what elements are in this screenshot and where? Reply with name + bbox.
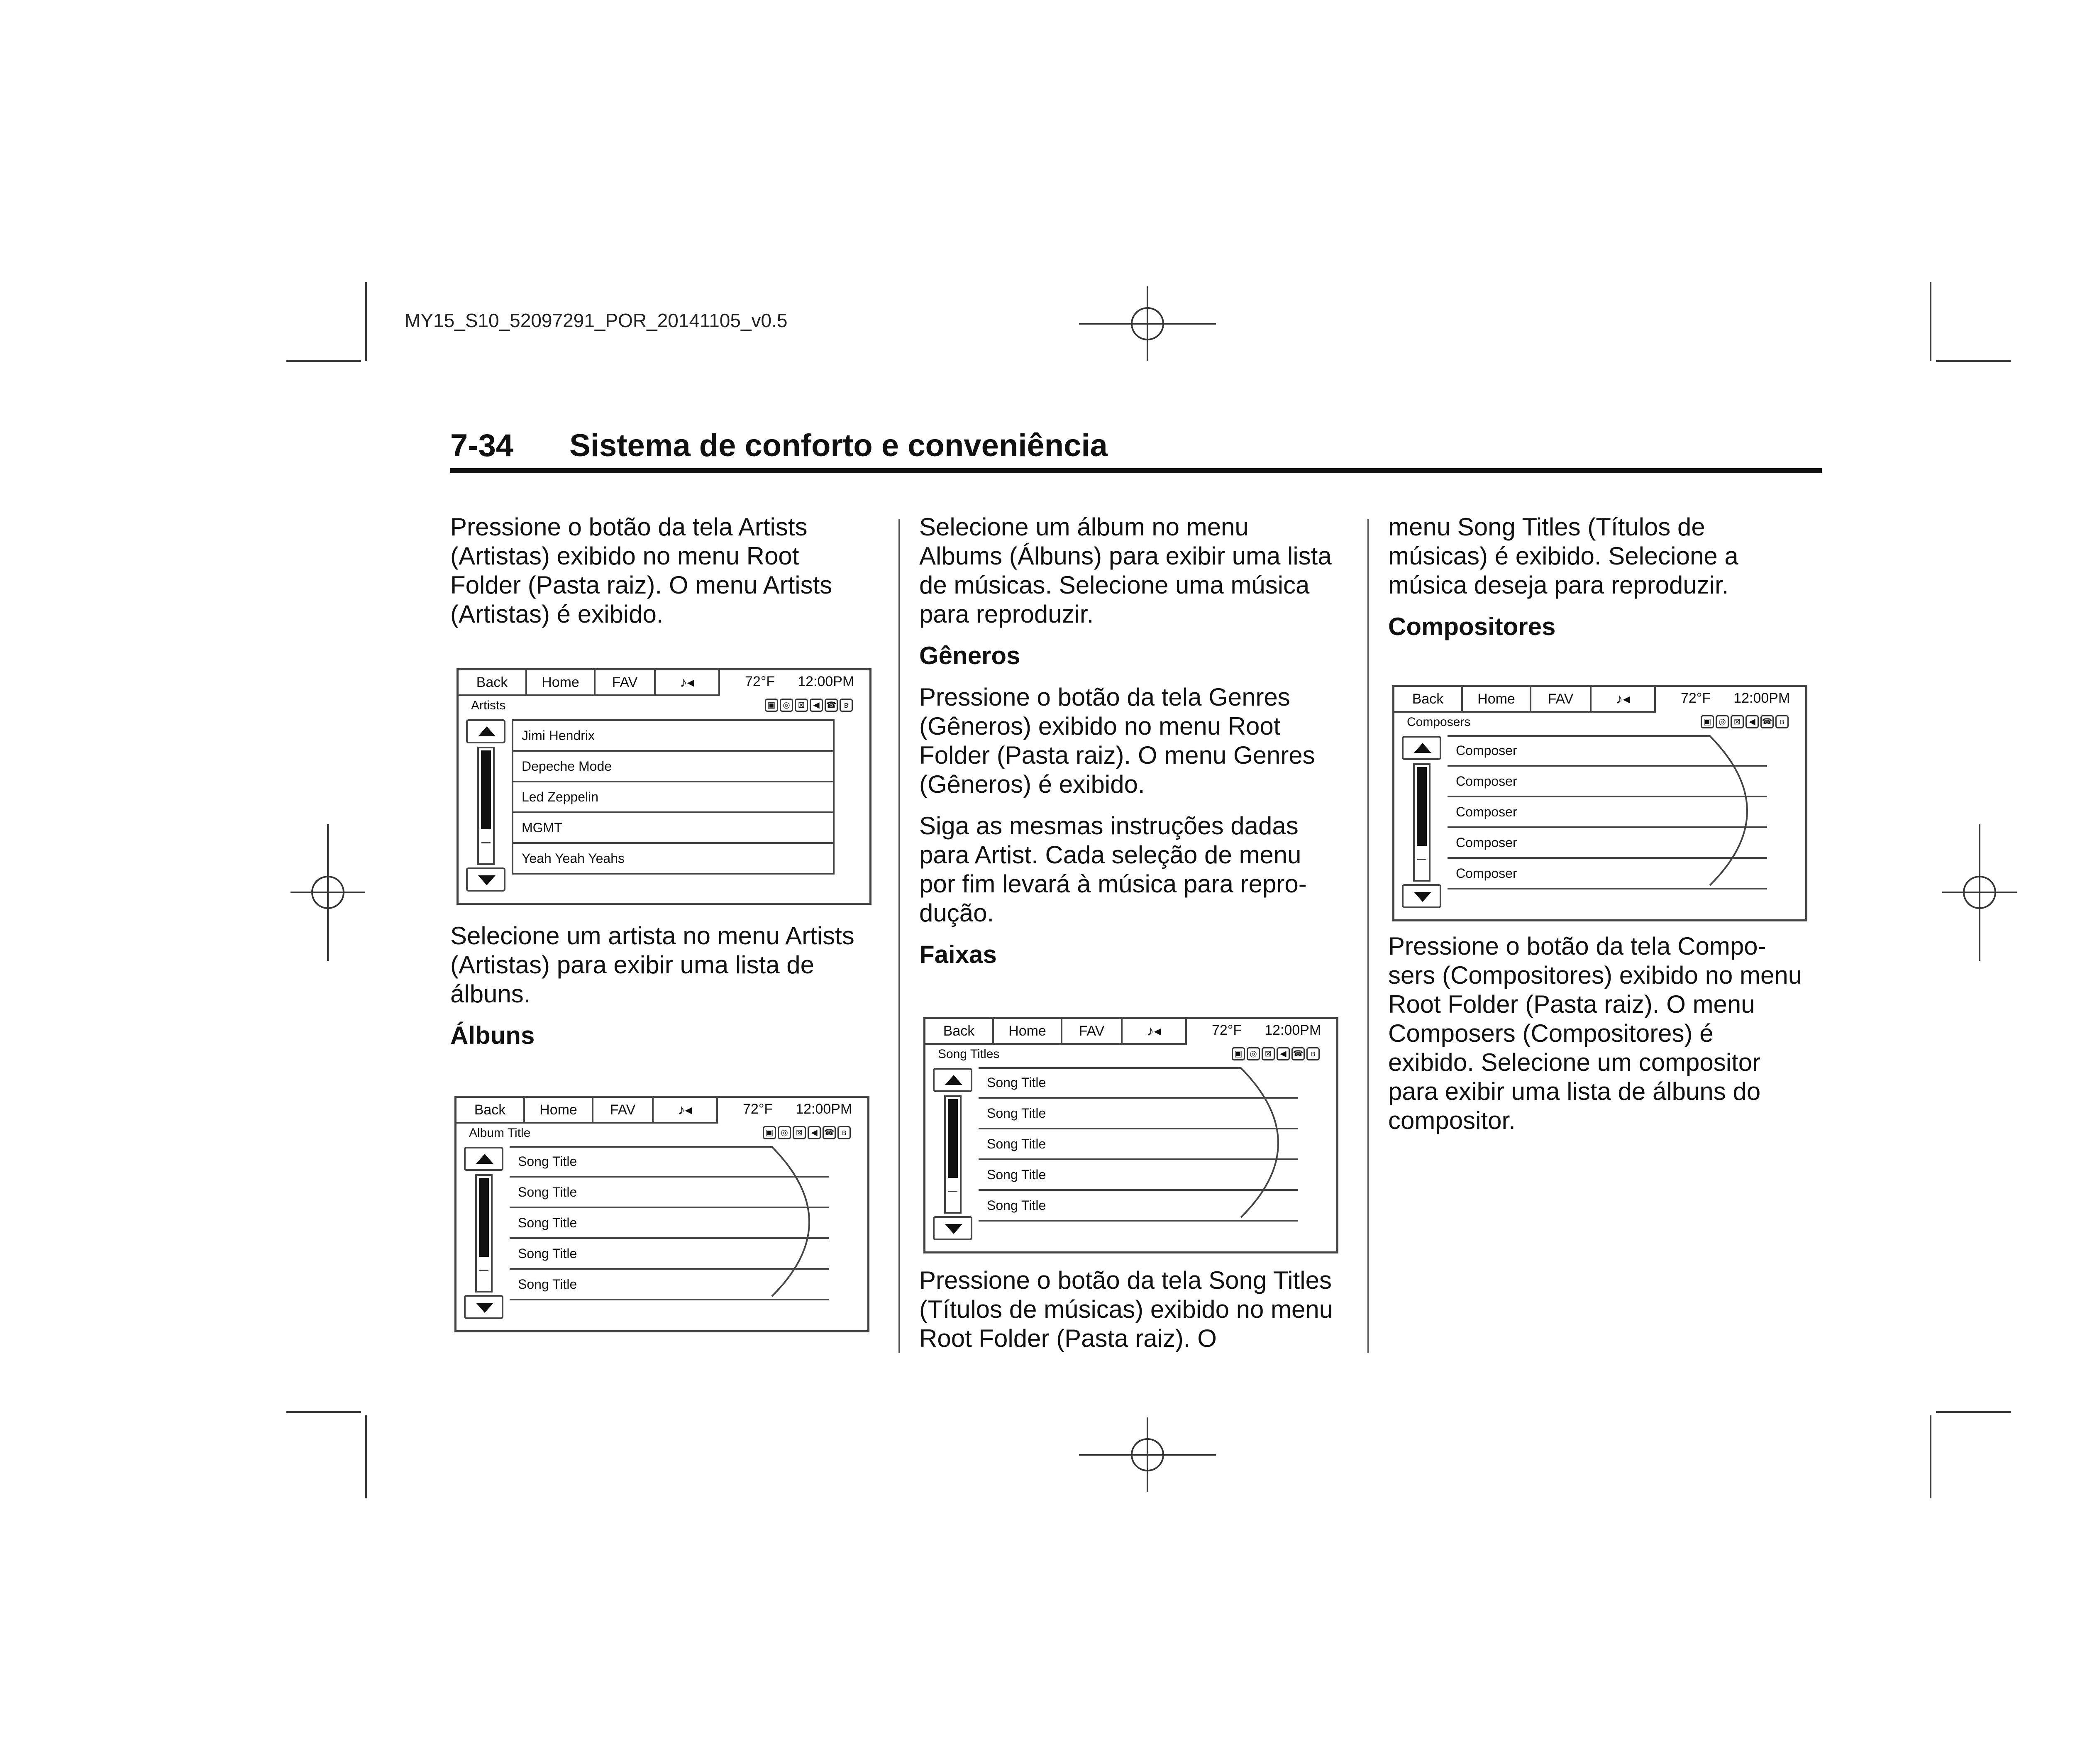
phone-icon: ☎	[1291, 1047, 1305, 1060]
section-title: Sistema de conforto e conveniência	[569, 428, 1108, 463]
section-heading-tracks: Faixas	[919, 941, 997, 968]
speaker-icon: ◀	[1745, 715, 1759, 728]
crop-mark	[286, 360, 361, 362]
up-arrow-icon	[478, 726, 496, 736]
scroll-thumb[interactable]	[481, 750, 491, 829]
page-header	[450, 428, 1108, 464]
list-item[interactable]: Composer	[1448, 736, 1767, 767]
list-item[interactable]: Song Title	[979, 1160, 1298, 1191]
bluetooth-icon: ʙ	[1775, 715, 1789, 728]
screen-title: Artists	[471, 699, 506, 712]
temperature: 72°F	[1212, 1022, 1242, 1038]
column-2-text-top	[919, 513, 1334, 969]
fav-button[interactable]: FAV	[1062, 1019, 1123, 1045]
voice-icon[interactable]: ♪◂	[1592, 687, 1656, 713]
list-item[interactable]: Song Title	[510, 1147, 829, 1178]
section-heading-genres: Gêneros	[919, 642, 1020, 669]
paragraph: Pressione o botão da tela Compo-sers (Compositores) exibido no menu Root Folder (Pasta raiz). O menu Composers (Compositores) é exibido. Selecione um compositor para exibir uma lista de álbuns do compositor.	[1388, 932, 1802, 1134]
media-icon: ▣	[765, 699, 778, 712]
composers-screen	[1392, 685, 1807, 921]
list-item[interactable]: Composer	[1448, 767, 1767, 797]
back-button[interactable]: Back	[459, 670, 527, 696]
column-1-text-mid	[450, 921, 865, 1050]
list-item[interactable]: Song Title	[510, 1270, 829, 1300]
temperature: 72°F	[1681, 690, 1711, 706]
status-bar	[745, 674, 854, 690]
list-item[interactable]: Song Title	[510, 1208, 829, 1239]
job-id: MY15_S10_52097291_POR_20141105_v0.5	[405, 310, 788, 331]
scroll-up-button[interactable]	[466, 719, 505, 743]
fav-button[interactable]: FAV	[1531, 687, 1592, 713]
artists-screen	[456, 668, 872, 905]
crop-mark	[1936, 360, 2011, 362]
albums-screen	[454, 1096, 869, 1332]
home-button[interactable]: Home	[527, 670, 596, 696]
paragraph: Pressione o botão da tela Genres (Gêneros) exibido no menu Root Folder (Pasta raiz). O menu Genres (Gêneros) é exibido.	[919, 683, 1315, 798]
paragraph: Pressione o botão da tela Song Titles (Títulos de músicas) exibido no menu Root Folder (Pasta raiz). O	[919, 1266, 1333, 1352]
column-1-text-top	[450, 513, 865, 629]
media-icon: ▣	[1701, 715, 1714, 728]
headphones-icon: ◎	[1247, 1047, 1260, 1060]
temperature: 72°F	[745, 674, 775, 689]
paragraph: Pressione o botão da tela Artists (Artistas) exibido no menu Root Folder (Pasta raiz). O menu Artists (Artistas) é exibido.	[450, 513, 832, 628]
shuffle-icon: ⊠	[1262, 1047, 1275, 1060]
screen-tabs	[459, 670, 720, 696]
clock: 12:00PM	[1733, 690, 1790, 706]
screen-title: Album Title	[469, 1126, 531, 1140]
speaker-icon: ◀	[1277, 1047, 1290, 1060]
clock: 12:00PM	[1265, 1022, 1321, 1038]
back-button[interactable]: Back	[1394, 687, 1463, 713]
clock: 12:00PM	[796, 1101, 852, 1117]
down-arrow-icon	[478, 875, 496, 885]
list-item[interactable]: Depeche Mode	[513, 752, 833, 782]
column-3-text-bottom	[1388, 932, 1803, 1135]
list-item[interactable]: Song Title	[510, 1178, 829, 1208]
phone-icon: ☎	[823, 1126, 836, 1139]
crop-mark	[365, 1415, 367, 1498]
fav-button[interactable]: FAV	[593, 1098, 654, 1124]
song-titles-screen	[923, 1017, 1338, 1253]
voice-icon[interactable]: ♪◂	[656, 670, 720, 696]
column-divider	[1367, 519, 1369, 1353]
list-item[interactable]: Composer	[1448, 797, 1767, 828]
media-icon: ▣	[763, 1126, 776, 1139]
column-divider	[898, 519, 900, 1353]
crop-mark	[286, 1411, 361, 1413]
list-item[interactable]: Song Title	[979, 1099, 1298, 1129]
back-button[interactable]: Back	[925, 1019, 994, 1045]
bluetooth-icon: ʙ	[837, 1126, 851, 1139]
registration-mark-bottom	[1079, 1417, 1216, 1492]
list-item[interactable]: Led Zeppelin	[513, 782, 833, 813]
section-heading-composers: Compositores	[1388, 613, 1556, 640]
shuffle-icon: ⊠	[793, 1126, 806, 1139]
headphones-icon: ◎	[778, 1126, 791, 1139]
screen-title: Composers	[1407, 715, 1471, 729]
voice-icon[interactable]: ♪◂	[1123, 1019, 1187, 1045]
media-icon: ▣	[1232, 1047, 1245, 1060]
paragraph: menu Song Titles (Títulos de músicas) é exibido. Selecione a música deseja para reproduzir.	[1388, 513, 1738, 599]
list-item[interactable]: Song Title	[979, 1129, 1298, 1160]
crop-mark	[1930, 282, 1931, 361]
speaker-icon: ◀	[810, 699, 823, 712]
phone-icon: ☎	[825, 699, 838, 712]
header-rule	[450, 468, 1822, 473]
list-item[interactable]: Song Title	[979, 1068, 1298, 1099]
screen-title: Song Titles	[938, 1047, 1000, 1061]
registration-mark-top	[1079, 286, 1216, 361]
list-item[interactable]: Composer	[1448, 859, 1767, 889]
page-number: 7-34	[450, 428, 514, 463]
list-item[interactable]: Yeah Yeah Yeahs	[513, 844, 833, 875]
composer-list	[1448, 736, 1767, 889]
scroll-tick	[481, 842, 491, 843]
list-item[interactable]: MGMT	[513, 813, 833, 844]
list-item[interactable]: Song Title	[979, 1191, 1298, 1222]
headphones-icon: ◎	[780, 699, 793, 712]
list-item[interactable]: Composer	[1448, 828, 1767, 859]
home-button[interactable]: Home	[1463, 687, 1531, 713]
list-item[interactable]: Jimi Hendrix	[513, 721, 833, 752]
shuffle-icon: ⊠	[1731, 715, 1744, 728]
song-list	[510, 1147, 829, 1300]
bluetooth-icon: ʙ	[1306, 1047, 1320, 1060]
crop-mark	[365, 282, 367, 361]
registration-mark-left	[290, 824, 365, 961]
status-icons	[765, 699, 853, 712]
paragraph: Selecione um álbum no menu Albums (Álbuns) para exibir uma lista de músicas. Selecione uma música para reproduzir.	[919, 513, 1332, 628]
registration-mark-right	[1942, 824, 2017, 961]
shuffle-icon: ⊠	[795, 699, 808, 712]
list-item[interactable]: Song Title	[510, 1239, 829, 1270]
crop-mark	[1930, 1415, 1931, 1498]
column-2-text-bottom	[919, 1266, 1334, 1353]
home-button[interactable]: Home	[525, 1098, 593, 1124]
column-3-text-top	[1388, 513, 1803, 641]
voice-icon[interactable]: ♪◂	[654, 1098, 718, 1124]
bluetooth-icon: ʙ	[840, 699, 853, 712]
section-heading-albums: Álbuns	[450, 1021, 535, 1049]
headphones-icon: ◎	[1716, 715, 1729, 728]
paragraph: Siga as mesmas instruções dadas para Artist. Cada seleção de menu por fim levará à música para repro-dução.	[919, 812, 1307, 927]
crop-mark	[1936, 1411, 2011, 1413]
scrollbar[interactable]	[477, 747, 495, 865]
paragraph: Selecione um artista no menu Artists (Artistas) para exibir uma lista de álbuns.	[450, 922, 854, 1008]
home-button[interactable]: Home	[994, 1019, 1062, 1045]
song-list	[979, 1068, 1298, 1222]
speaker-icon: ◀	[808, 1126, 821, 1139]
phone-icon: ☎	[1760, 715, 1774, 728]
clock: 12:00PM	[798, 674, 854, 689]
fav-button[interactable]: FAV	[596, 670, 656, 696]
artist-list	[512, 719, 835, 875]
scroll-down-button[interactable]	[466, 867, 505, 892]
back-button[interactable]: Back	[456, 1098, 525, 1124]
temperature: 72°F	[743, 1101, 773, 1117]
